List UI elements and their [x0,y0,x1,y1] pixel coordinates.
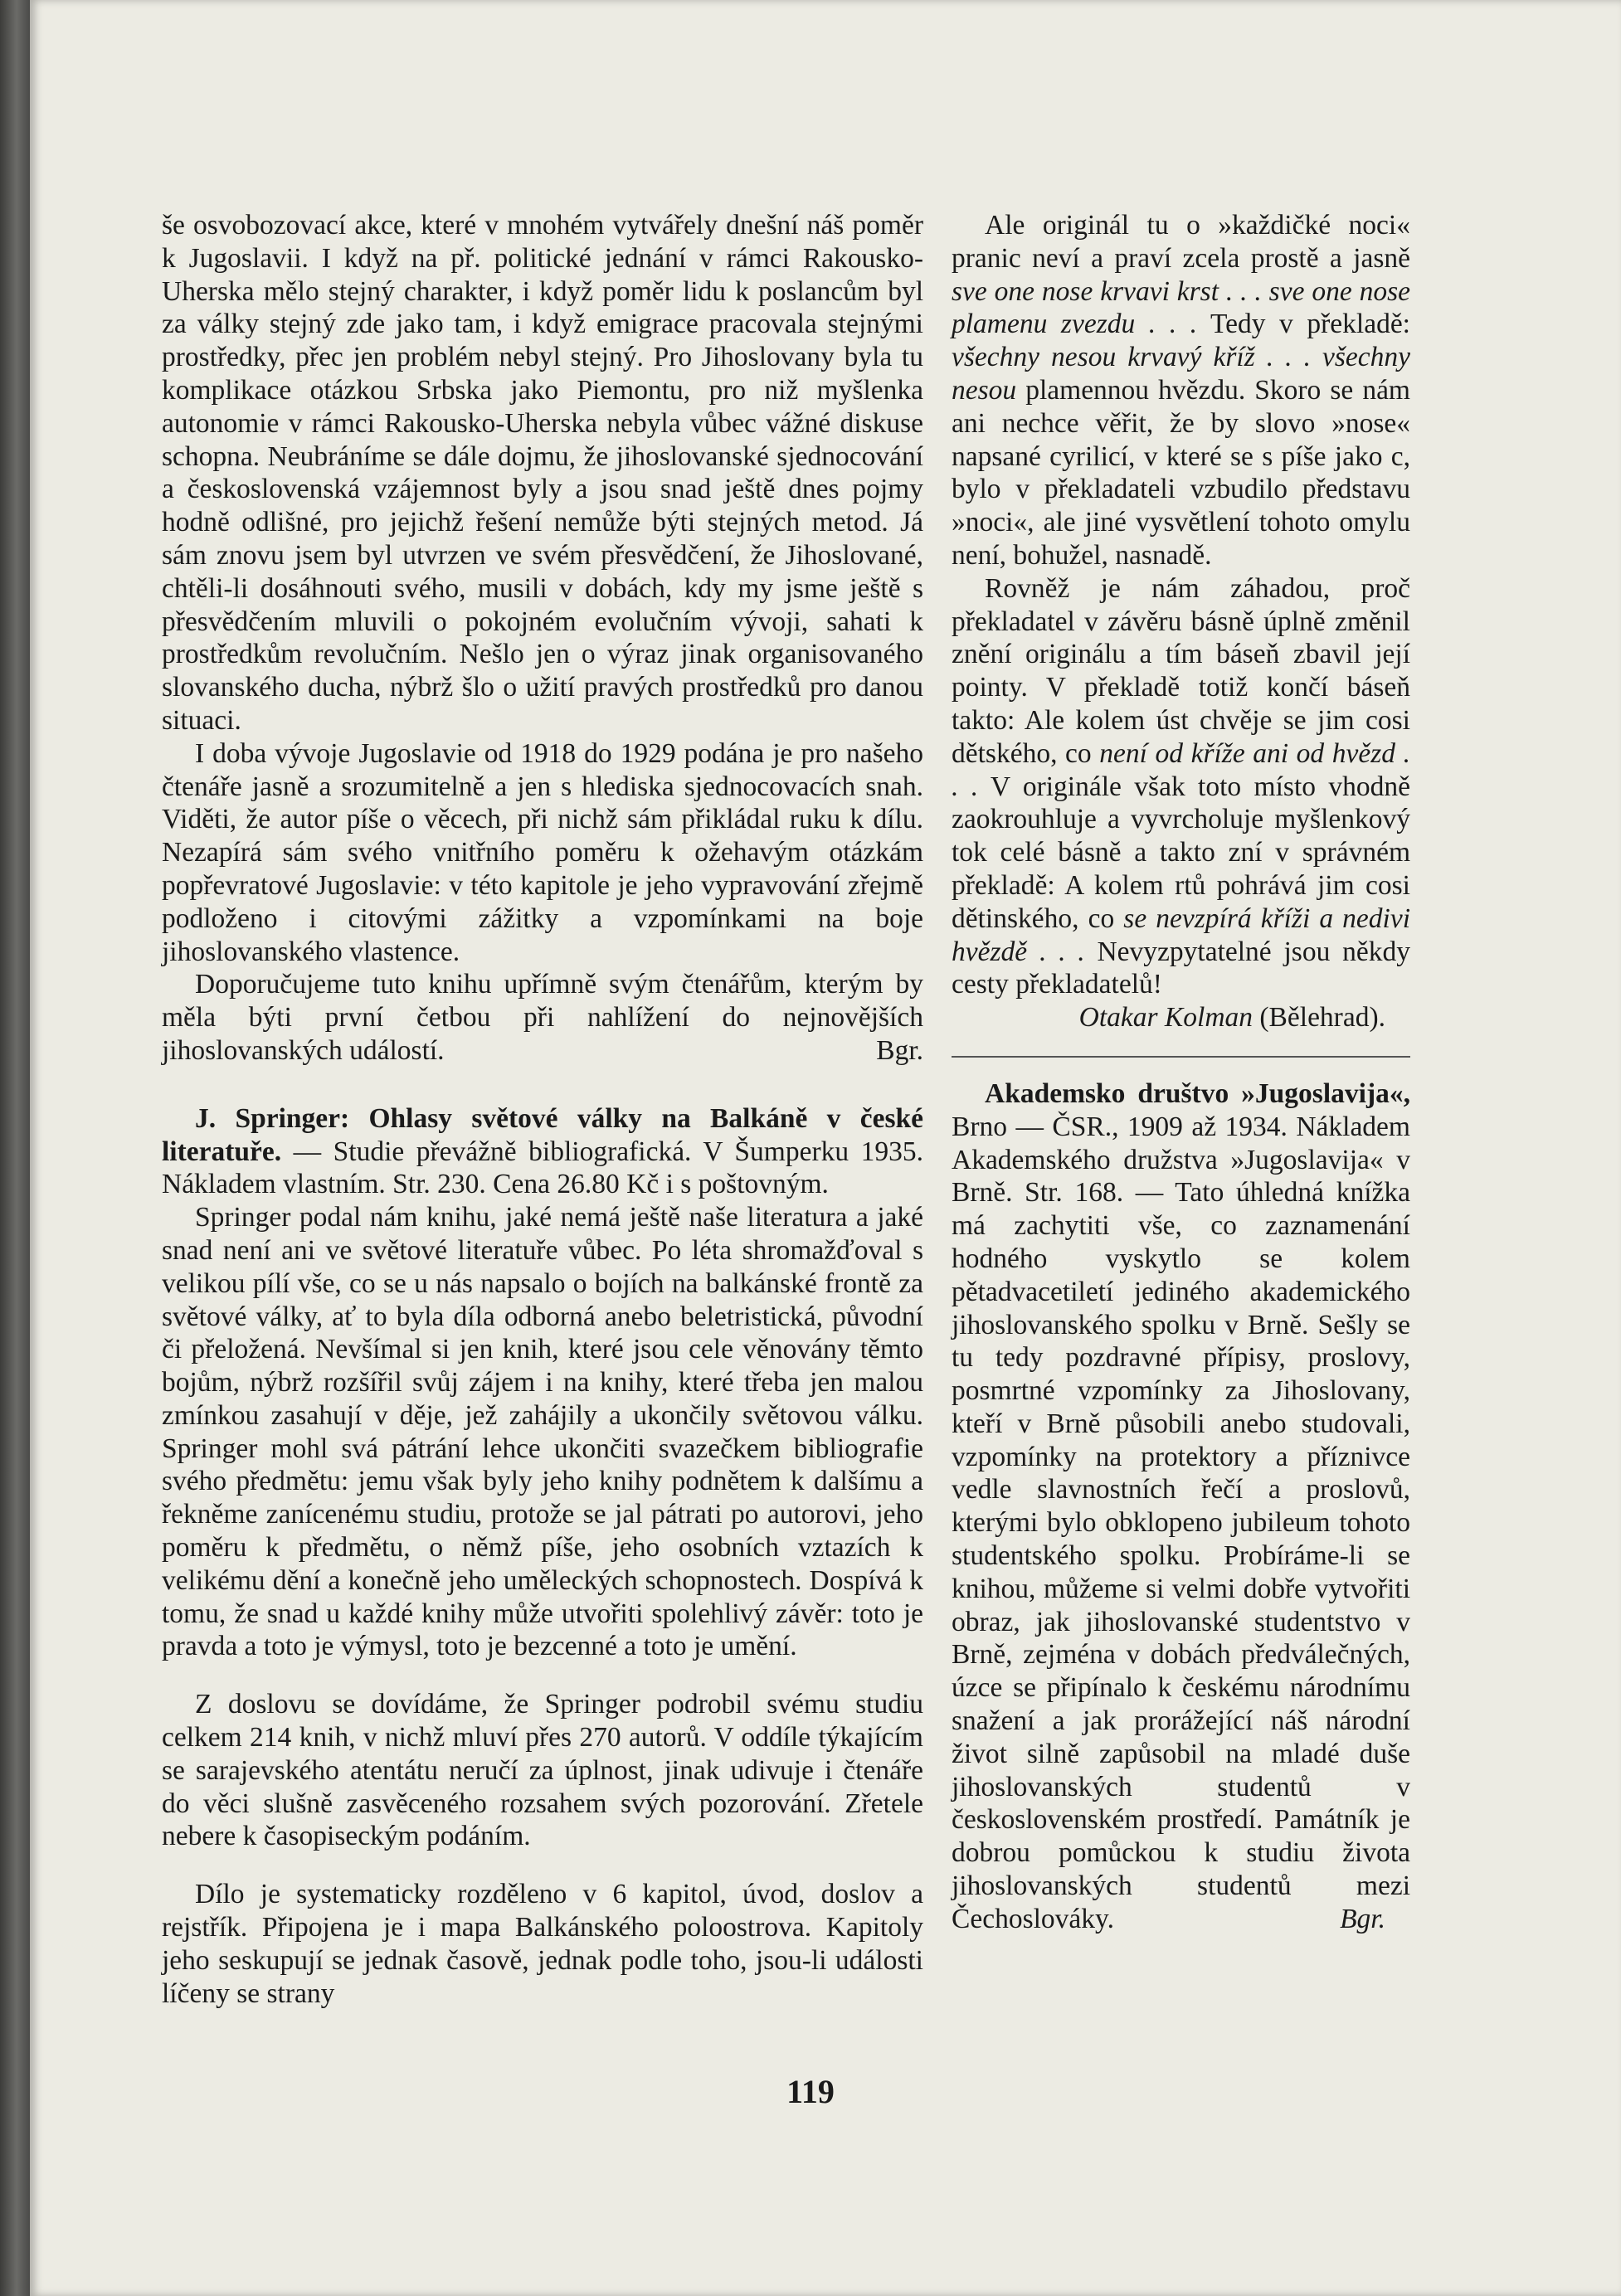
author-signature [952,1001,1410,1034]
quote-original: sve one nose krvavi krst . . . sve one nose plamenu zvezdu . . . [952,275,1410,340]
review-title: J. Springer: Ohlasy světové války na Balkáně v české literatuře. [162,1102,923,1167]
quote-translation: není od kříže ani od hvězd . . . [952,737,1410,802]
reviewer-signature: Bgr. [1340,1903,1385,1934]
text-run: V originále však toto místo vhodně zaokrouhluje a vyvrcholuje myšlenkový tok celé básně a takto zní v správném překladě: A kolem rtů pohrává jim cosi dětinského, co [952,771,1410,934]
text-run: Nevyzpytatelné jsou někdy cesty překladatelů! [952,936,1410,1000]
quote-translation: se nevzpírá kříži a nedivi hvězdě . . . [952,902,1410,967]
section-divider [952,1056,1410,1058]
page-number: 119 [786,2073,835,2110]
review-text: Brno — ČSR., 1909 až 1934. Nákladem Akademského družstva »Jugoslavija« v Brně. Str. 168. — Tato úhledná knížka má zachytiti vše, co zaznamenání hodného vyskytlo se kolem pětadvacetiletí jediného akademického jihoslovanského spolku v Brně. Sešly se tu tedy pozdravné přípisy, proslovy, posmrtné vzpomínky za Jihoslovany, kteří v Brně působili anebo studovali, vzpomínky na protektory a příznivce vedle slavnostních řečí a proslovů, kterými bylo obklopeno jubileum tohoto studentského spolku. Probíráme-li se knihou, můžeme si velmi dobře vytvořiti obraz, jak jihoslovanské studentstvo v Brně, zejména v dobách předválečných, úzce se připínalo k českému národnímu snažení a jak prorážející náš národní život silně zapůsobil na mladé duše jihoslovanských studentů v československém prostředí. Památník je dobrou pomůckou k studiu života jihoslovanských studentů mezi Čechoslováky. [952,1111,1410,1934]
book-binding [0,0,30,2296]
review-paragraph [952,1077,1410,1936]
paragraph: Z doslovu se dovídáme, že Springer podrobil svému studiu celkem 214 knih, v nichž mluví přes 270 autorů. V oddíle týkajícím se sarajevského atentátu neručí za úplnost, jinak udivuje i čtenáře do věci slušně zasvěceného rozsahem svých pozorování. Zřetele nebere k časopiseckým podáním. [162,1689,923,1852]
signature-name: Otakar Kolman [1078,1002,1253,1034]
review-details: — Studie převážně bibliografická. V Šumperku 1935. Nákladem vlastním. Str. 230. Cena 26.80 Kč i s poštovným. [162,1136,923,1200]
text-run: Ale originál tu o »každičké noci« pranic neví a praví zcela prostě a jasně [952,210,1410,274]
document-page [30,0,1621,2296]
paragraph: I doba vývoje Jugoslavie od 1918 do 1929 podána je pro našeho čtenáře jasně a srozumitelně a jen s hlediska sjednocovacích snah. Viděti, že autor píše o věcech, při nichž sám přikládal ruku k dílu. Nezapírá sám svého vnitřního poměru k ožehavým otázkám popřevratové Jugoslavie: v této kapitole je jeho vypravování zřejmě podloženo i citovými zážitky a vzpomínkami na boje jihoslovanského vlastence. [162,737,923,967]
paragraph [162,968,923,1067]
reviewer-signature: Bgr. [876,1034,923,1066]
left-column [162,209,923,2010]
review-title: Akademsko društvo »Jugoslavija«, [985,1077,1410,1109]
paragraph [952,209,1410,572]
paragraph: Dílo je systematicky rozděleno v 6 kapitol, úvod, doslov a rejstřík. Připojena je i mapa Balkánského poloostrova. Kapitoly jeho seskupují se jednak časově, jednak podle toho, jsou-li události líčeny se strany [162,1879,923,2009]
text-run: Tedy v překladě: [1197,309,1410,340]
paragraph: Springer podal nám knihu, jaké nemá ještě naše literatura a jaké snad není ani ve světové literatuře vůbec. Po léta shromažďoval s velikou pílí vše, co se u nás napsalo o bojích na balkánské frontě za světové války, ať to byla díla odborná anebo beletristická, původní či přeložená. Nevšímal si jen knih, které jsou cele věnovány těmto bojům, nýbrž rozšířil svůj zájem i na knihy, které třeba jen malou zmínkou zasahují v děje, jež zahájily a ukončily světovou válku. Springer mohl svá pátrání lehce ukončiti svazečkem bibliografie svého předmětu: jemu však byly jeho knihy podnětem k dalšímu a řekněme zanícenému studiu, protože se jal pátrati po autorovi, jeho poměru k předmětu, o němž píše, jeho osobních vztazích k velikému dění a konečně jeho uměleckých schopnostech. Dospívá k tomu, že snad u každé knihy může utvořiti spolehlivý závěr: toto je pravda a toto je výmysl, toto je bezcenné a toto je umění. [162,1202,923,1662]
text-run: plamennou hvězdu. Skoro se nám ani nechce věřit, že by slovo »nose« napsané cyrilicí, v které se s píše jako c, bylo v překladateli vzbudilo představu »noci«, ale jiné vysvětlení tohoto omylu není, bohužel, nasnadě. [952,374,1410,571]
paragraph-text: Doporučujeme tuto knihu upřímně svým čtenářům, kterým by měla býti první četbou při nahlížení do nejnovějších jihoslovanských událostí. [162,969,923,1066]
text-run: Rovněž je nám záhadou, proč překladatel v závěru básně úplně změnil znění originálu a tím báseň zbavil její pointy. V překladě totiž končí báseň takto: Ale kolem úst chvěje se jim cosi dětského, co [952,572,1410,769]
review-heading [162,1102,923,1201]
paragraph: še osvobozovací akce, které v mnohém vytvářely dnešní náš poměr k Jugoslavii. I když na př. politické jednání v rámci Rakousko-Uherska mělo stejný charakter, i když poměr lidu k poslancům byl za války stejný zde jako tam, i když emigrace pracovala stejnými prostředky, přec jen problém nebyl stejný. Pro Jihoslovany byla tu komplikace otázkou Srbska jako Piemontu, pro niž myšlenka autonomie v rámci Rakousko-Uherska nebyla vůbec vážné diskuse schopna. Neubráníme se dále dojmu, že jihoslovanské sjednocování a československá vzájemnost byly a jsou snad ještě dnes pojmy hodně odlišné, pro jejichž řešení nemůže býti stejných metod. Já sám znovu jsem byl utvrzen ve svém přesvědčení, že Jihoslované, chtěli-li dosáhnouti svého, musili v dobách, kdy my jsme ještě s přesvědčením mluvili o pokojném evolučním vývoji, sahati k prostředkům revolučním. Nešlo jen o výraz jinak organisovaného slovanského ducha, nýbrž šlo o užití pravých prostředků pro danou situaci. [162,210,923,736]
signature-place: (Bělehrad). [1253,1002,1385,1034]
quote-translation: všechny nesou krvavý kříž . . . všechny nesou [952,342,1410,406]
paragraph [952,572,1410,1001]
right-column [952,209,1410,1936]
